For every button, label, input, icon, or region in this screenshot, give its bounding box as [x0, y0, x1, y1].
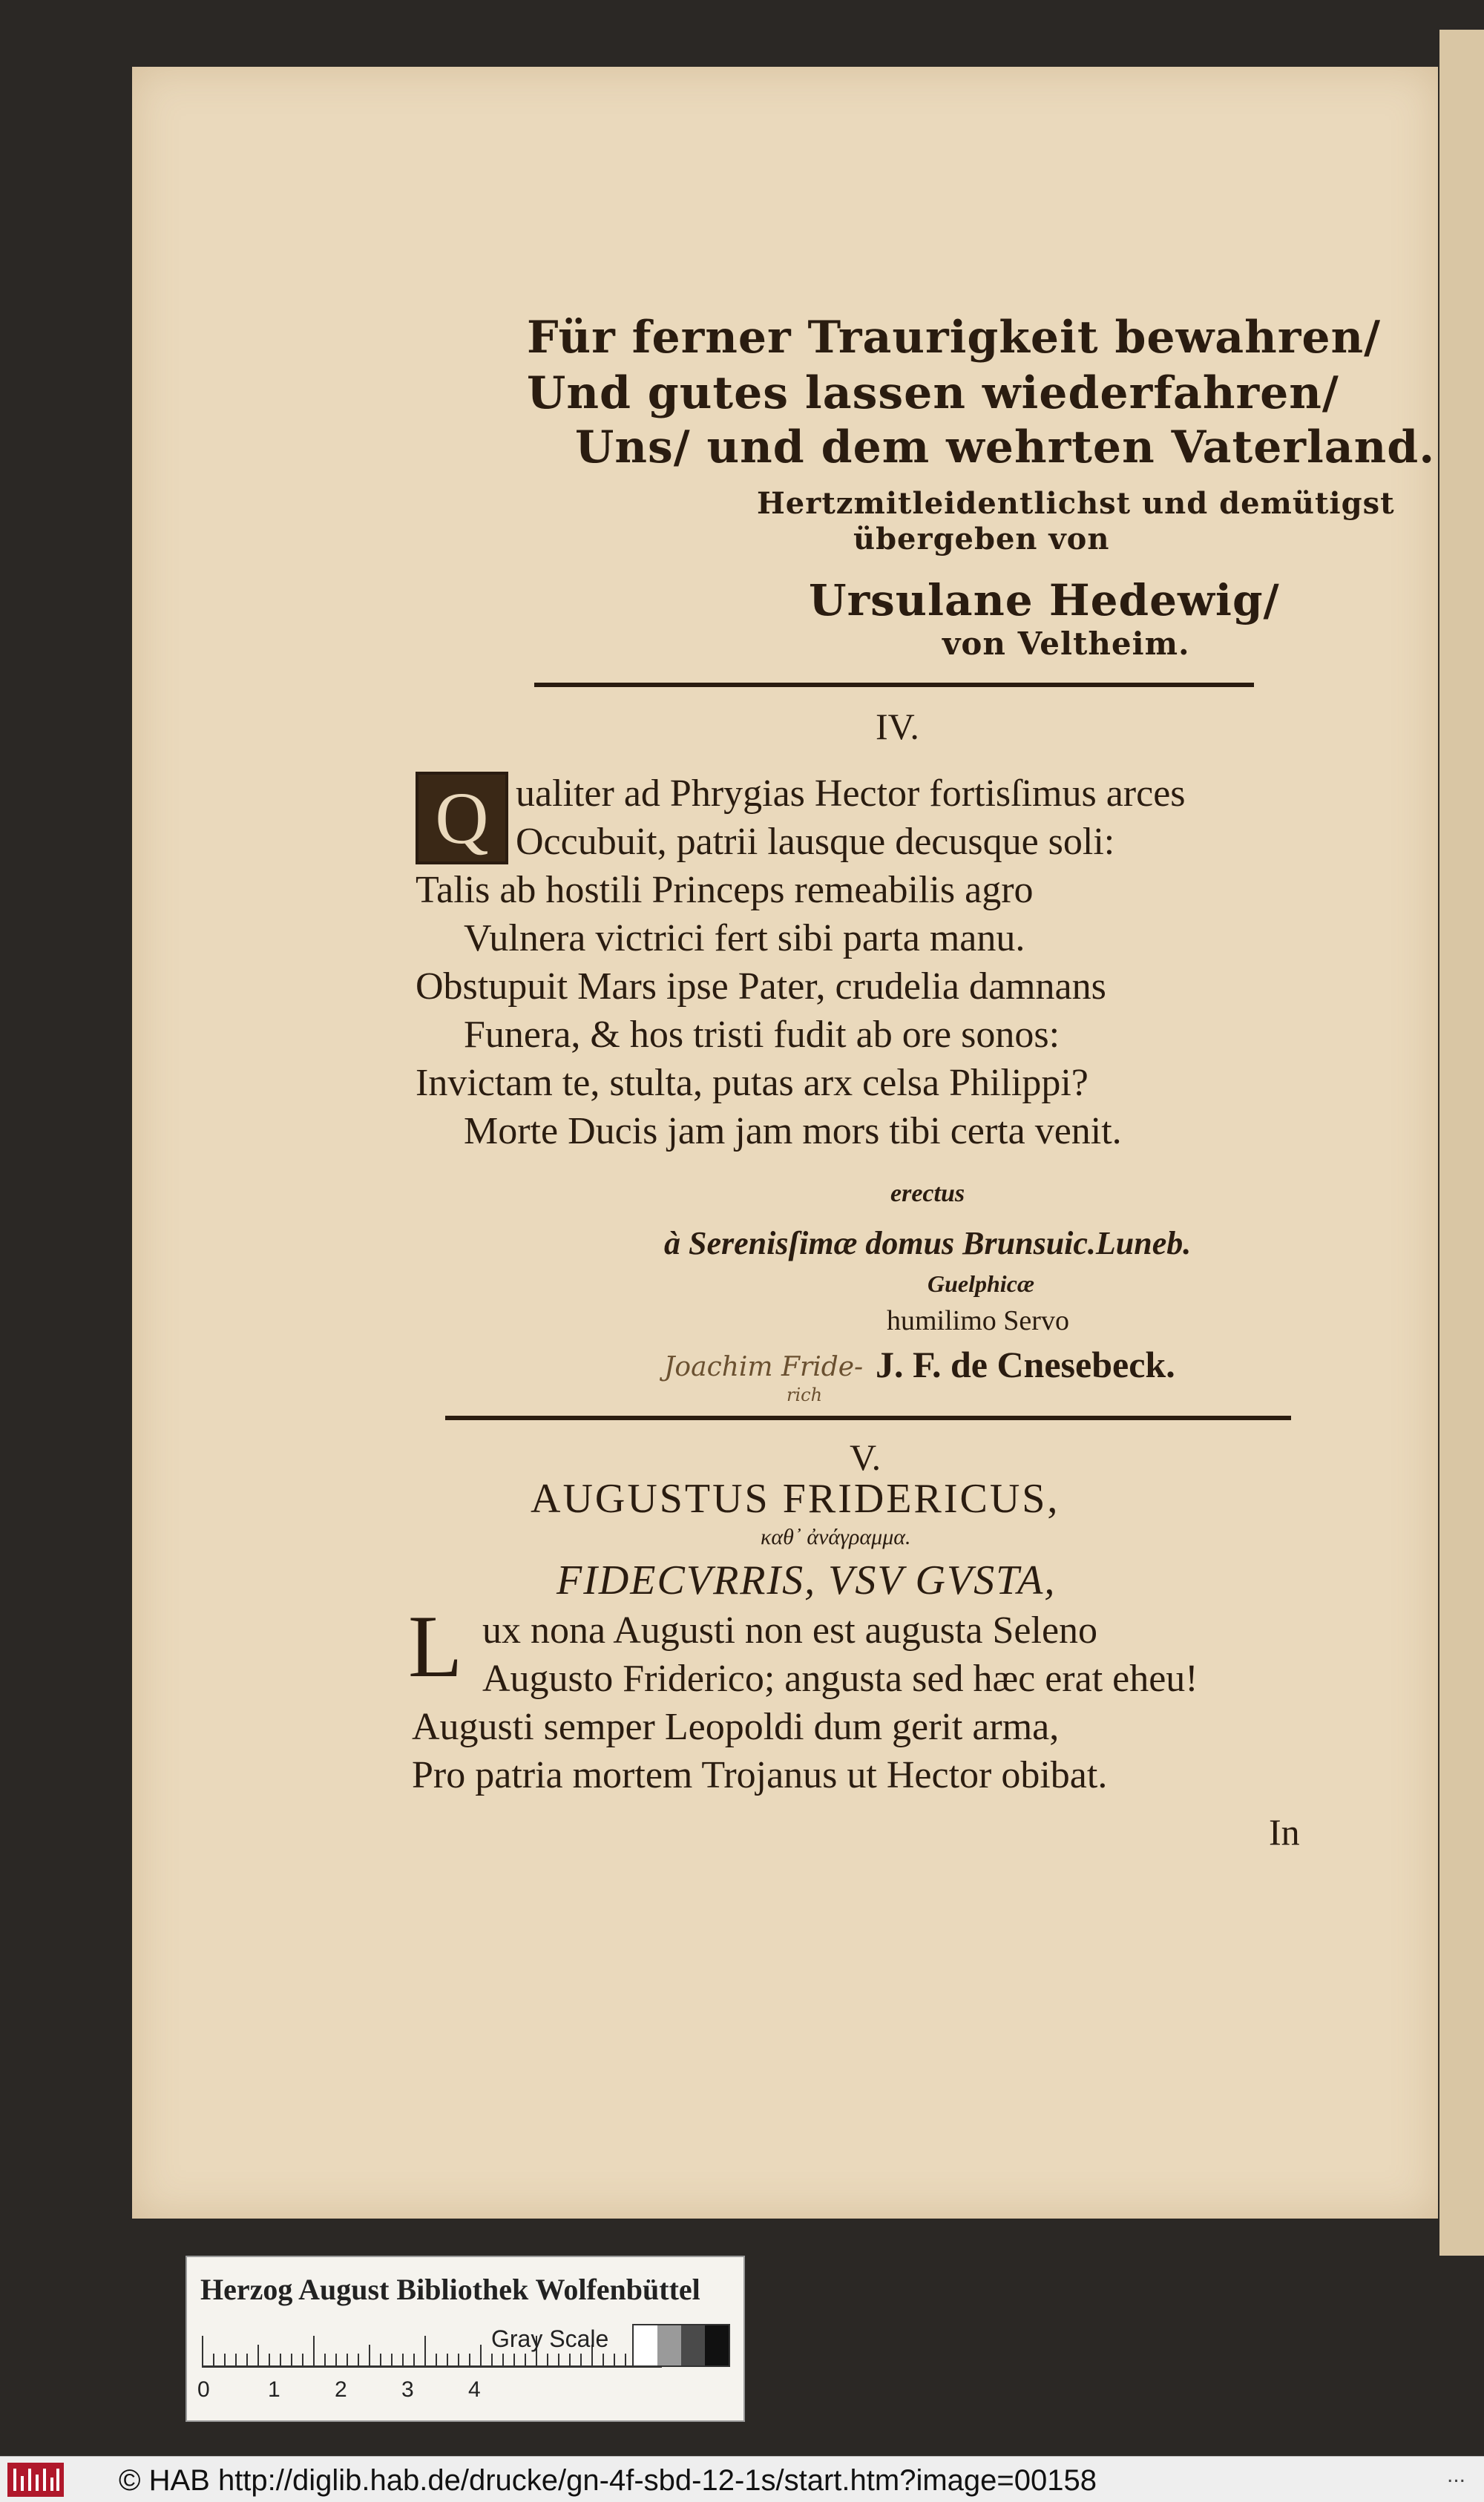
initial-l: L [408, 1597, 463, 1695]
author-surname: von Veltheim. [942, 626, 1190, 662]
section-v-greek: καθ᾽ ἀνάγραμμα. [761, 1525, 911, 1549]
signature-erectus: erectus [890, 1180, 965, 1207]
verse-iv-7: Invictam te, stulta, putas arx celsa Philippi? [416, 1062, 1089, 1104]
hab-logo-icon[interactable] [7, 2463, 64, 2497]
handwritten-note-2: rich [787, 1385, 823, 1405]
ornamental-initial [416, 772, 508, 864]
poem-line-1: Für ferner Traurigkeit bewahren/ [527, 312, 1382, 364]
verse-v-4: Pro patria mortem Trojanus ut Hector obibat. [412, 1754, 1108, 1796]
gray-scale-label: Gray Scale [491, 2325, 609, 2352]
next-page-edge [1439, 30, 1484, 2256]
poem-line-3: Uns/ und dem wehrten Vaterland. [575, 421, 1436, 473]
source-url-link[interactable]: © HAB http://diglib.hab.de/drucke/gn-4f-sbd-12-1s/start.htm?image=00158 [119, 2464, 1097, 2497]
signature-servo: humilimo Servo [887, 1305, 1069, 1336]
divider-1 [534, 683, 1254, 687]
author-name: Ursulane Hedewig/ [809, 575, 1280, 626]
verse-iv-2: Occubuit, patrii lausque decusque soli: [516, 821, 1115, 863]
verse-v-3: Augusti semper Leopoldi dum gerit arma, [412, 1706, 1060, 1748]
footer-bar [0, 2456, 1484, 2502]
verse-iv-1: ualiter ad Phrygias Hector fortisſimus arces [516, 772, 1186, 815]
dedication-line-1: Hertzmitleidentlichst und demütigst [757, 486, 1395, 521]
verse-iv-5: Obstupuit Mars ipse Pater, crudelia damnans [416, 965, 1106, 1008]
signature-guelph: Guelphicæ [928, 1270, 1034, 1297]
scale-2: 2 [335, 2377, 347, 2402]
section-iv-numeral: IV. [876, 706, 919, 747]
scale-0: 0 [197, 2377, 210, 2402]
signature-name: J. F. de Cnesebeck. [876, 1344, 1175, 1385]
verse-iv-6: Funera, & hos tristi fudit ab ore sonos: [464, 1014, 1060, 1056]
verse-v-2: Augusto Friderico; angusta sed hæc erat eheu! [482, 1658, 1198, 1700]
library-name: Herzog August Bibliothek Wolfenbüttel [200, 2273, 700, 2306]
library-color-card [186, 2256, 745, 2422]
signature-house: à Serenisſimæ domus Brunsuic.Luneb. [664, 1225, 1192, 1261]
catchword: In [1269, 1811, 1300, 1853]
verse-v-1: ux nona Augusti non est augusta Seleno [482, 1609, 1098, 1652]
section-v-title: AUGUSTUS FRIDERICUS, [531, 1476, 1060, 1522]
initial-q: Q [435, 777, 489, 859]
scale-1: 1 [268, 2377, 280, 2402]
scale-3: 3 [401, 2377, 414, 2402]
gray-scale-swatches [632, 2324, 730, 2367]
dedication-line-2: übergeben von [853, 522, 1110, 556]
verse-iv-8: Morte Ducis jam jam mors tibi certa venit. [464, 1110, 1122, 1152]
section-v-numeral: V. [850, 1436, 881, 1478]
poem-line-2: Und gutes lassen wiederfahren/ [527, 367, 1339, 419]
more-menu-icon[interactable]: ... [1447, 2463, 1466, 2487]
verse-iv-4: Vulnera victrici fert sibi parta manu. [464, 917, 1025, 959]
verse-iv-3: Talis ab hostili Princeps remeabilis agro [416, 869, 1034, 911]
scale-4: 4 [468, 2377, 481, 2402]
section-v-anagram: FIDECVRRIS, VSV GVSTA, [556, 1557, 1057, 1603]
divider-2 [445, 1416, 1291, 1420]
handwritten-note: Joachim Fride- [664, 1352, 864, 1382]
